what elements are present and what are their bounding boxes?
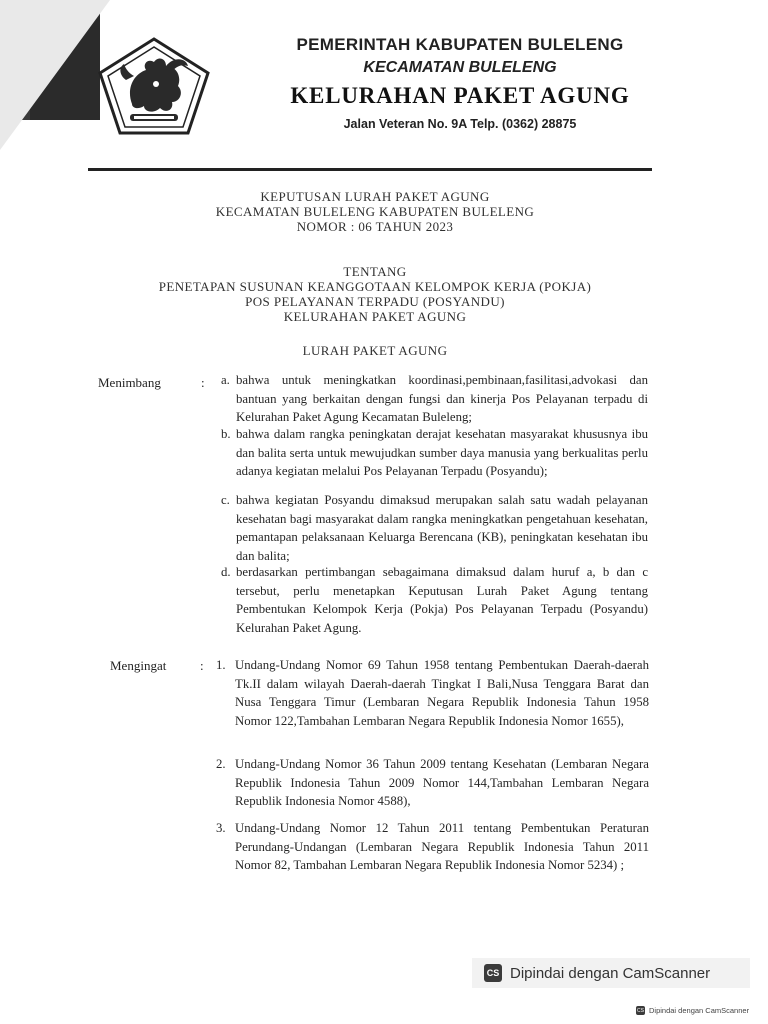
camscanner-icon: CS xyxy=(484,964,502,982)
menimbang-colon: : xyxy=(201,375,205,390)
mengingat-colon: : xyxy=(200,658,204,673)
mengingat-item xyxy=(216,656,649,730)
letterhead-village: KELURAHAN PAKET AGUNG xyxy=(290,83,630,108)
menimbang-label: Menimbang xyxy=(98,375,161,390)
decree-title-line: KECAMATAN BULELENG KABUPATEN BULELENG xyxy=(215,204,535,219)
clause-marker: a. xyxy=(221,373,230,387)
camscanner-small-icon: CS xyxy=(637,1007,644,1014)
clause-text: bahwa untuk meningkatkan koordinasi,pembinaan,fasilitasi,advokasi dan bantuan yang berkaitan dengan fungsi dan kinerja Pos Pelayanan terpadu di Kelurahan Paket Agung Kecamatan Buleleng; xyxy=(236,373,648,424)
camscanner-badge-text: Dipindai dengan CamScanner xyxy=(510,964,711,982)
menimbang-item xyxy=(221,425,648,481)
subject-line: POS PELAYANAN TERPADU (POSYANDU) xyxy=(245,294,505,309)
folded-page-corner xyxy=(0,0,110,150)
decree-title xyxy=(100,189,650,234)
decree-subject xyxy=(100,264,650,324)
letterhead-government: PEMERINTAH KABUPATEN BULELENG xyxy=(296,35,624,54)
decree-title-line: KEPUTUSAN LURAH PAKET AGUNG xyxy=(260,189,490,204)
subject-line: KELURAHAN PAKET AGUNG xyxy=(283,309,467,324)
law-marker: 1. xyxy=(216,658,226,672)
law-text: Undang-Undang Nomor 36 Tahun 2009 tentang Kesehatan (Lembaran Negara Republik Indonesia Tahun 2009 Nomor 144,Tambahan Lembaran Negara Republik Indonesia Nomor 4588), xyxy=(235,757,649,808)
clause-text: bahwa kegiatan Posyandu dimaksud merupakan salah satu wadah pelayanan kesehatan bagi masyarakat dalam rangka meningkatkan pengetahuan kesehatan, pemantapan pelaksanaan Keluarga Berencana (KB), peningkatan kesehatan ibu dan balita; xyxy=(236,493,648,563)
camscanner-footer-text: Dipindai dengan CamScanner xyxy=(649,1006,750,1015)
letterhead xyxy=(240,34,680,134)
subject-heading: TENTANG xyxy=(343,264,407,279)
clause-marker: c. xyxy=(221,493,230,507)
letterhead-divider xyxy=(88,168,652,171)
law-text: Undang-Undang Nomor 69 Tahun 1958 tentang Pembentukan Daerah-daerah Tk.II dalam wilayah Daerah-daerah Tingkat I Bali,Nusa Tenggara Barat dan Nusa Tenggara Timur (Lembaran Negara Republik Indonesia Tahun 1958 Nomor 122,Tambahan Lembaran Negara Republik Indonesia Nomor 1655), xyxy=(235,658,649,728)
letterhead-district: KECAMATAN BULELENG xyxy=(363,59,557,76)
clause-text: berdasarkan pertimbangan sebagaimana dimaksud dalam huruf a, b dan c tersebut, perlu menetapkan Keputusan Lurah Paket Agung tentang Pembentukan Kelompok Kerja (Pokja) Pos Pelayanan Terpadu (Posyandu) Kelurahan Paket Agung. xyxy=(236,565,648,635)
signatory-title: LURAH PAKET AGUNG xyxy=(302,343,448,358)
menimbang-item xyxy=(221,491,648,565)
clause-marker: b. xyxy=(221,427,231,441)
camscanner-footer xyxy=(636,1006,749,1015)
law-text: Undang-Undang Nomor 12 Tahun 2011 tentang Pembentukan Peraturan Perundang-Undangan (Lembaran Negara Republik Indonesia Tahun 2011 Nomor 82, Tambahan Lembaran Negara Republik Indonesia Nomor 5234) ; xyxy=(235,821,649,872)
clause-text: bahwa dalam rangka peningkatan derajat kesehatan masyarakat khususnya ibu dan balita serta untuk mewujudkan sumber daya manusia yang berkualitas perlu adanya kegiatan melalui Pos Pelayanan Terpadu (Posyandu); xyxy=(236,427,648,478)
buleleng-regency-emblem-icon xyxy=(96,36,212,136)
mengingat-item xyxy=(216,755,649,811)
law-marker: 2. xyxy=(216,757,226,771)
mengingat-label: Mengingat xyxy=(110,658,167,673)
clause-marker: d. xyxy=(221,565,231,579)
letterhead-address: Jalan Veteran No. 9A Telp. (0362) 28875 xyxy=(343,117,577,131)
mengingat-item xyxy=(216,819,649,875)
menimbang-item xyxy=(221,371,648,427)
law-marker: 3. xyxy=(216,821,226,835)
decree-number: NOMOR : 06 TAHUN 2023 xyxy=(296,219,454,234)
menimbang-item xyxy=(221,563,648,637)
subject-line: PENETAPAN SUSUNAN KEANGGOTAAN KELOMPOK KERJA (POKJA) xyxy=(158,279,592,294)
camscanner-watermark-badge xyxy=(472,958,750,988)
